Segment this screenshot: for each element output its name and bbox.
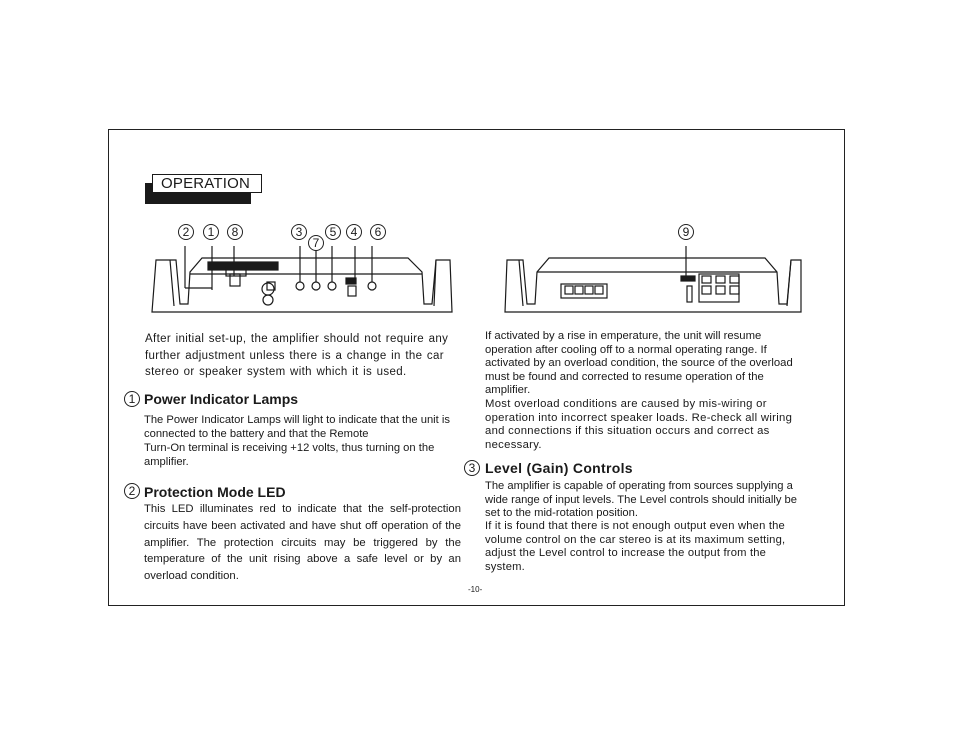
section-number-3: 3: [464, 460, 480, 476]
section-title-level-controls: Level (Gain) Controls: [485, 460, 633, 476]
callout-6: 6: [370, 224, 386, 240]
amplifier-front-panel-diagram: [150, 246, 458, 316]
section-title: OPERATION: [152, 174, 262, 193]
amplifier-rear-panel-diagram: [503, 246, 803, 316]
section-title-protection-led: Protection Mode LED: [144, 484, 286, 500]
callout-4: 4: [346, 224, 362, 240]
callout-2: 2: [178, 224, 194, 240]
callout-5: 5: [325, 224, 341, 240]
section-title-power-indicator: Power Indicator Lamps: [144, 391, 299, 407]
section-header: [145, 174, 251, 204]
section-number-2: 2: [124, 483, 140, 499]
level-controls-text-1: The amplifier is capable of operating from sources supplying a wide range of input levels. The Level controls should initially be set to the mid-rotation position.: [485, 480, 797, 520]
intro-paragraph: After initial set-up, the amplifier should not require any further adjustment unless there is a change in the car stereo or speaker system with which it is used.: [145, 333, 449, 378]
overload-conditions-text: Most overload conditions are caused by mis-wiring or operation into incorrect speaker loads. Re-check all wiring and connections if this situation occurs and correct as necessary.: [485, 398, 793, 451]
callout-8: 8: [227, 224, 243, 240]
power-indicator-text-2: Turn-On terminal is receiving +12 volts, thus turning on the amplifier.: [144, 442, 435, 468]
level-controls-text-2: If it is found that there is not enough output even when the volume control on the car stereo is at its maximum setting, adjust the Level control to increase the output from the system.: [485, 520, 786, 573]
callout-9: 9: [678, 224, 694, 240]
callout-7: 7: [308, 235, 324, 251]
protection-led-text: This LED illuminates red to indicate that the self-protection circuits have been activated and have shut off operation of the amplifier. The protection circuits may be triggered by the temperature of the unit rising above a safe level or by an overload condition.: [144, 503, 461, 583]
protection-temperature-text: If activated by a rise in emperature, the unit will resume operation after cooling off to a normal operating range. If activated by an overload condition, the source of the overload must be found and corrected to resume operation of the amplifier.: [485, 330, 793, 397]
section-number-1: 1: [124, 391, 140, 407]
power-indicator-text-1: The Power Indicator Lamps will light to indicate that the unit is connected to the battery and that the Remote: [144, 414, 450, 440]
callout-3: 3: [291, 224, 307, 240]
callout-1: 1: [203, 224, 219, 240]
page-number: -10-: [468, 585, 483, 594]
